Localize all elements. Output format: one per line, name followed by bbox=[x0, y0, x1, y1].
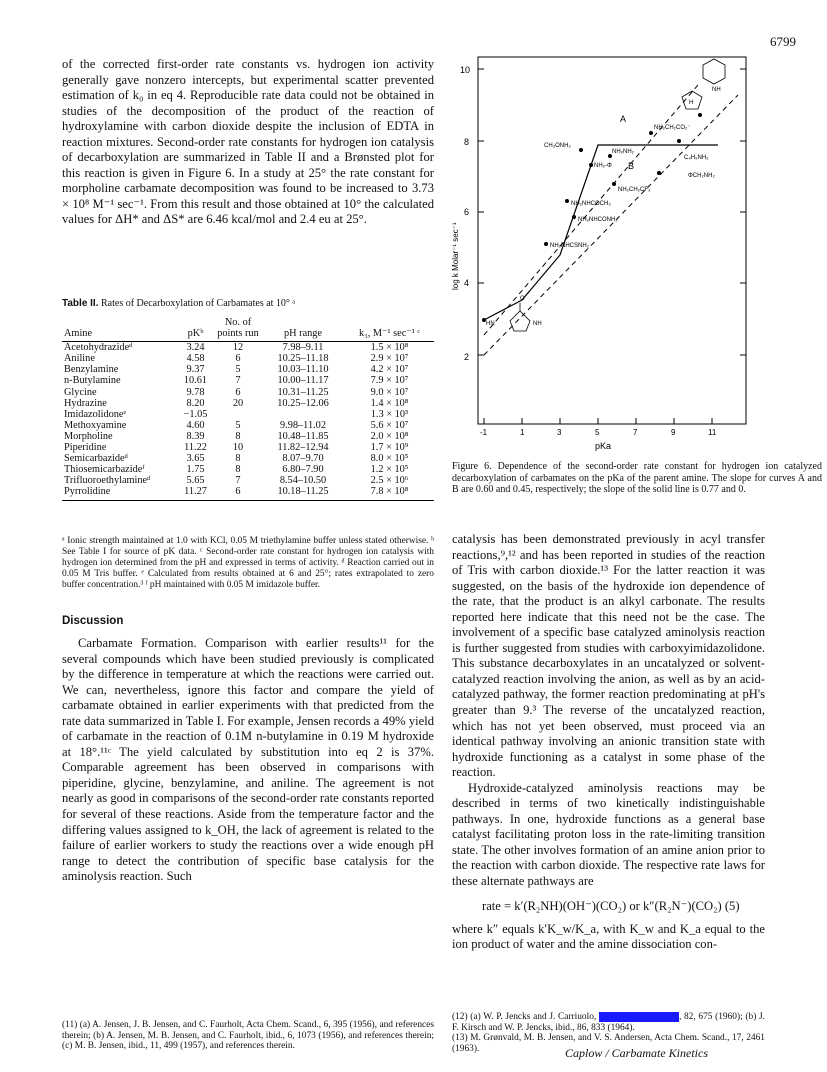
label-imidazolidone-nh: NH bbox=[533, 321, 542, 327]
x-tick-1: 1 bbox=[520, 428, 525, 437]
label-benzylamine: ΦCH₂NH₂ bbox=[688, 173, 715, 179]
table-cell: 10.48–11.85 bbox=[277, 430, 329, 442]
table-body bbox=[62, 342, 434, 500]
piperidine-structure bbox=[703, 59, 725, 93]
x-tick-11: 11 bbox=[708, 428, 717, 437]
table-cell: 9.0 × 10⁷ bbox=[370, 386, 409, 398]
rate-table bbox=[62, 317, 434, 501]
label-pyrrolidine-h: H bbox=[689, 100, 694, 106]
y-tick-6: 6 bbox=[464, 207, 470, 217]
table-cell: 6 bbox=[235, 353, 241, 365]
table-cell: 10.00–11.17 bbox=[277, 375, 329, 387]
y-tick-8: 8 bbox=[464, 137, 470, 147]
table-cell: 11.82–12.94 bbox=[277, 442, 329, 454]
table-cell: 8.0 × 10⁵ bbox=[370, 453, 409, 465]
label-b: B bbox=[628, 161, 635, 171]
redaction-block bbox=[599, 1012, 679, 1022]
imidazolidone-structure bbox=[486, 296, 542, 331]
table-cell: 8.39 bbox=[186, 430, 205, 442]
label-a: A bbox=[620, 114, 627, 124]
left-references: (11) (a) A. Jensen, J. B. Jensen, and C. Faurholt, Acta Chem. Scand., 6, 395 (1956), and references therein; (b) A. Jensen, M. B. Jensen, and C. Faurholt, ibid., 6, 1073 (1956), and references therein; (c) M. B. Jensen, ibid., 11, 499 (1957), and references therein. bbox=[62, 1020, 434, 1052]
table-cell: Imidazolidoneᵉ bbox=[64, 408, 127, 420]
table-cell: 9.78 bbox=[186, 386, 205, 398]
label-methoxyamine: CH₃ONH₂ bbox=[544, 143, 571, 149]
table-row bbox=[62, 431, 434, 442]
table-cell: 1.3 × 10³ bbox=[370, 408, 409, 420]
table-cell: Acetohydrazideᵈ bbox=[64, 342, 133, 354]
table-cell: 5.6 × 10⁷ bbox=[370, 419, 409, 431]
table-cell: 6.80–7.90 bbox=[282, 464, 324, 476]
table-label: Table II. bbox=[62, 298, 99, 309]
table-cell: 8.54–10.50 bbox=[279, 475, 327, 487]
table-cell: 9.37 bbox=[186, 364, 205, 376]
table-cell: 7.8 × 10⁸ bbox=[345, 486, 434, 500]
line-a bbox=[484, 85, 698, 335]
table-cell bbox=[261, 409, 345, 420]
table-cell: 3.24 bbox=[186, 342, 205, 354]
table-cell: 6 bbox=[215, 486, 261, 500]
table-cell: 20 bbox=[232, 397, 244, 409]
table-row bbox=[62, 453, 434, 464]
table-row bbox=[62, 486, 434, 500]
table-cell: 2.9 × 10⁷ bbox=[370, 353, 409, 365]
discussion-right-paragraph-1: catalysis has been demonstrated previously in acyl transfer reactions,⁹,¹² and has been reported in studies of the reaction of Tris with carbon dioxide.¹³ For the latter reaction it was suggested, on the basis of the hydroxide ion dependence of the rate, that the product is an alkyl carbonate. The results reported here indicate that this need not be the case. The involvement of a specific base catalyzed aminolysis reaction is further suggested from studies with carboxyimidazolidone. This substance decarboxylates in an uncatalyzed or solvent-catalyzed reaction involving the anion, as well as by an acid-catalyzed pathway, the former reaction predominating at pH's greater than 9.³ The reverse of the uncatalyzed reaction, which has not yet been observed, must proceed via an identical pathway involving an anionic transition state with hydroxide functioning as a catalyst in some phase of the reaction. bbox=[452, 532, 765, 780]
table-row bbox=[62, 353, 434, 364]
table-cell: 12 bbox=[232, 342, 244, 354]
table-cell: Benzylamine bbox=[64, 364, 119, 376]
table-cell: 10.61 bbox=[183, 375, 208, 387]
table-cell bbox=[215, 409, 261, 420]
y-tick-2: 2 bbox=[464, 352, 470, 362]
table-cell: 5 bbox=[235, 364, 241, 376]
header-k3: k₃, M⁻¹ sec⁻¹ ᶜ bbox=[345, 317, 434, 342]
label-trifluoroethylamine: NH₂CH₂CF₃ bbox=[618, 187, 651, 193]
table-cell: 4.2 × 10⁷ bbox=[370, 364, 409, 376]
discussion-heading: Discussion bbox=[62, 615, 124, 627]
ref-12-part-a: (12) (a) W. P. Jencks and J. Carriuolo, bbox=[452, 1012, 597, 1023]
table-cell: 1.7 × 10⁹ bbox=[370, 442, 409, 454]
table-cell: 3.65 bbox=[186, 453, 205, 465]
discussion-right-paragraph-2: Hydroxide-catalyzed aminolysis reactions may be described in terms of two kinetically indistinguishable pathways. In one, hydroxide functions as a general base catalyst facilitating proton loss in the rate-limiting transition state. The other involves formation of an amine anion prior to the reaction with carbon dioxide. The respective rate laws for these alternate pathways are bbox=[452, 780, 765, 889]
label-acetohydrazide: NH₂NHCOCH₃ bbox=[571, 201, 611, 207]
label-semicarbazide: NH₂NHCONH₂ bbox=[578, 217, 618, 223]
discussion-left-paragraph: Carbamate Formation. Comparison with earlier results¹¹ for the several compounds which have been studied previously is complicated by the difference in temperature at which the reactions were carried out. We can, nevertheless, ignore this factor and compare the yield of carbamate obtained in earlier experiments with that predicted from the rate data summarized in Table I. For example, Jensen records a 49% yield of carbamate in the reaction of 0.1M n-butylamine in 0.19 M hydroxide at 18°.¹¹ᶜ The yield calculated by substitution into eq 2 is 37%. Comparable agreement has been observed in comparisons with piperidine, glycine, benzylamine, and aniline. The agreement is not nearly as good in comparisons of the second-order rate constants reported for several of these reactions. Aside from the temperature factor and the differing values assigned to k_OH, the lack of agreement is related to the failure of earlier workers to study the reactions over a wide enough pH range to detect the contribution of specific base catalysis for the aminolysis reaction. Such bbox=[62, 636, 434, 884]
table-cell: Thiosemicarbazideᶠ bbox=[64, 464, 145, 476]
table-cell: −1.05 bbox=[183, 408, 208, 420]
table-row bbox=[62, 475, 434, 486]
table-cell: 1.4 × 10⁸ bbox=[370, 397, 409, 409]
table-row bbox=[62, 409, 434, 420]
table-cell: 4.60 bbox=[186, 419, 205, 431]
table-row bbox=[62, 387, 434, 398]
header-ph-range: pH range bbox=[261, 317, 345, 342]
discussion-right-paragraph-3: where k″ equals k′K_w/K_a, with K_w and K_a equal to the ion product of water and the amine dissociation con- bbox=[452, 921, 765, 952]
table-row bbox=[62, 375, 434, 386]
table-caption-text: Rates of Decarboxylation of Carbamates at 10° ᵃ bbox=[101, 298, 296, 309]
table-cell: n-Butylamine bbox=[64, 375, 121, 387]
table-cell: Glycine bbox=[64, 386, 97, 398]
table-caption bbox=[62, 298, 434, 309]
table-cell: Semicarbazideᵈ bbox=[64, 453, 128, 465]
label-hydrazine: NH₂NH₂ bbox=[612, 149, 634, 155]
table-cell: 2.0 × 10⁸ bbox=[370, 430, 409, 442]
table-cell: Morpholine bbox=[64, 430, 113, 442]
table-cell: 2.5 × 10⁶ bbox=[370, 475, 409, 487]
label-imidazolidone-o: O bbox=[520, 296, 525, 302]
left-top-paragraph: of the corrected first-order rate constants vs. hydrogen ion activity generally gave nonzero intercepts, but experimental scatter prevented estimation of k₀ in eq 4. Reproducible rate data could not be obtained in studies of the decomposition of the product of the reaction of hydroxylamine with carbon dioxide despite the inclusion of EDTA in reaction mixtures. Second-order rate constants for hydrogen ion catalysis of decarboxylation are summarized in Table II and a Brønsted plot for this reaction is given in Figure 6. In a study at 25° the rate constant for morpholine carbamate decomposition was found to be increased to 3.73 × 10⁸ M⁻¹ sec⁻¹. From this result and those obtained at 10° the calculated values for ΔH* and ΔS* are 6.46 kcal/mol and 2.4 eu at 25°. bbox=[62, 57, 434, 227]
table-cell: 8.07–9.70 bbox=[282, 453, 324, 465]
header-amine: Amine bbox=[62, 317, 176, 342]
line-b bbox=[484, 95, 738, 355]
page-number: 6799 bbox=[770, 34, 796, 49]
table-cell: 7 bbox=[235, 475, 241, 487]
table-cell: 6 bbox=[235, 386, 241, 398]
table-cell: 5 bbox=[235, 419, 241, 431]
page-footer: Caplow / Carbamate Kinetics bbox=[565, 1046, 709, 1060]
y-tick-4: 4 bbox=[464, 278, 470, 288]
y-axis-label: log k Molar⁻¹ sec⁻¹ bbox=[451, 222, 460, 290]
table-cell: 10.31–11.25 bbox=[277, 386, 329, 398]
ref-13: (13) M. Grønvald, M. B. Jensen, and V. S. Andersen, Acta Chem. Scand., 17, 2461 (1963). bbox=[452, 1033, 765, 1054]
table-row bbox=[62, 442, 434, 453]
table-cell: 11.22 bbox=[184, 442, 207, 454]
table-cell: 1.5 × 10⁸ bbox=[370, 342, 409, 354]
table-cell: 7 bbox=[235, 375, 241, 387]
table-cell: Trifluoroethylamineᵈ bbox=[64, 475, 151, 487]
header-pk: pKᵇ bbox=[176, 317, 215, 342]
x-tick-3: 3 bbox=[557, 428, 562, 437]
table-cell: 7.9 × 10⁷ bbox=[370, 375, 409, 387]
table-row bbox=[62, 420, 434, 431]
table-row bbox=[62, 464, 434, 475]
table-cell: 4.58 bbox=[186, 353, 205, 365]
label-piperidine-nh: NH bbox=[712, 87, 721, 93]
table-row bbox=[62, 342, 434, 354]
ref-12-part-b: , 82, 675 (1960); (b) J. F. Kirsch and W. P. Jencks, ibid., 86, 833 (1964). bbox=[452, 1012, 766, 1033]
right-column bbox=[452, 532, 765, 953]
table-cell: Hydrazine bbox=[64, 397, 107, 409]
table-cell: Methoxyamine bbox=[64, 419, 127, 431]
x-tick-9: 9 bbox=[671, 428, 676, 437]
bronsted-plot-figure bbox=[448, 55, 760, 460]
table-cell: Aniline bbox=[64, 353, 95, 365]
x-tick-7: 7 bbox=[633, 428, 638, 437]
table-row bbox=[62, 398, 434, 409]
table-row bbox=[62, 364, 434, 375]
table-cell: 8 bbox=[235, 453, 241, 465]
table-cell: 10.03–11.10 bbox=[277, 364, 329, 376]
table-cell: 1.2 × 10⁵ bbox=[370, 464, 409, 476]
table-cell: Pyrrolidine bbox=[62, 486, 176, 500]
table-cell: 9.98–11.02 bbox=[280, 419, 326, 431]
table-cell: Piperidine bbox=[64, 442, 107, 454]
table-cell: 8 bbox=[235, 464, 241, 476]
header-points: No. of points run bbox=[215, 317, 261, 342]
table-cell: 10.25–11.18 bbox=[277, 353, 329, 365]
x-axis-label: pKa bbox=[595, 441, 612, 451]
table-cell: 8.20 bbox=[186, 397, 205, 409]
table-cell: 10 bbox=[232, 442, 244, 454]
x-tick--1: -1 bbox=[480, 428, 488, 437]
label-thiosemicarbazide: NH₂NHCSNH₂ bbox=[550, 243, 589, 249]
table-cell: 10.25–12.06 bbox=[277, 397, 329, 409]
rate-equation: rate = k′(R₂NH)(OH⁻)(CO₂) or k″(R₂N⁻)(CO₂) (5) bbox=[482, 898, 740, 913]
table-cell: 11.27 bbox=[176, 486, 215, 500]
table-cell: 7.98–9.11 bbox=[282, 342, 324, 354]
table-cell: 10.18–11.25 bbox=[261, 486, 345, 500]
label-glycine: NH₂CH₂CO₂⁻ bbox=[654, 125, 691, 131]
label-butylamine: C₄H₉NH₂ bbox=[684, 155, 709, 161]
figure-caption: Figure 6. Dependence of the second-order rate constant for hydrogen ion catalyzed decarboxylation of carbamates on the pKa of the parent amine. The slope for curves A and B are 0.60 and 0.45, respectively; the slope of the solid line is 0.77 and 0. bbox=[452, 461, 822, 496]
y-tick-10: 10 bbox=[460, 65, 471, 75]
plot-frame bbox=[478, 57, 746, 424]
label-imidazolidone-hn: HN bbox=[486, 321, 495, 327]
x-tick-5: 5 bbox=[595, 428, 600, 437]
table-cell: 1.75 bbox=[186, 464, 205, 476]
table-notes: ᵃ Ionic strength maintained at 1.0 with KCl, 0.05 M triethylamine buffer unless stated otherwise. ᵇ See Table I for source of pK data. ᶜ Second-order rate constant for hydrogen ion catalysis with hydrogen ion determined from the pH and expressed in terms of activity. ᵈ Reaction carried out in 0.05 M Tris buffer. ᵉ Calculated from results obtained at 6 and 25°; rates extrapolated to zero buffer concentration.³ ᶠ pH maintained with 0.05 M imidazole buffer. bbox=[62, 536, 434, 590]
label-aniline: NH₂-Φ bbox=[594, 163, 612, 169]
table-cell: 8 bbox=[235, 430, 241, 442]
table-cell: 5.65 bbox=[186, 475, 205, 487]
